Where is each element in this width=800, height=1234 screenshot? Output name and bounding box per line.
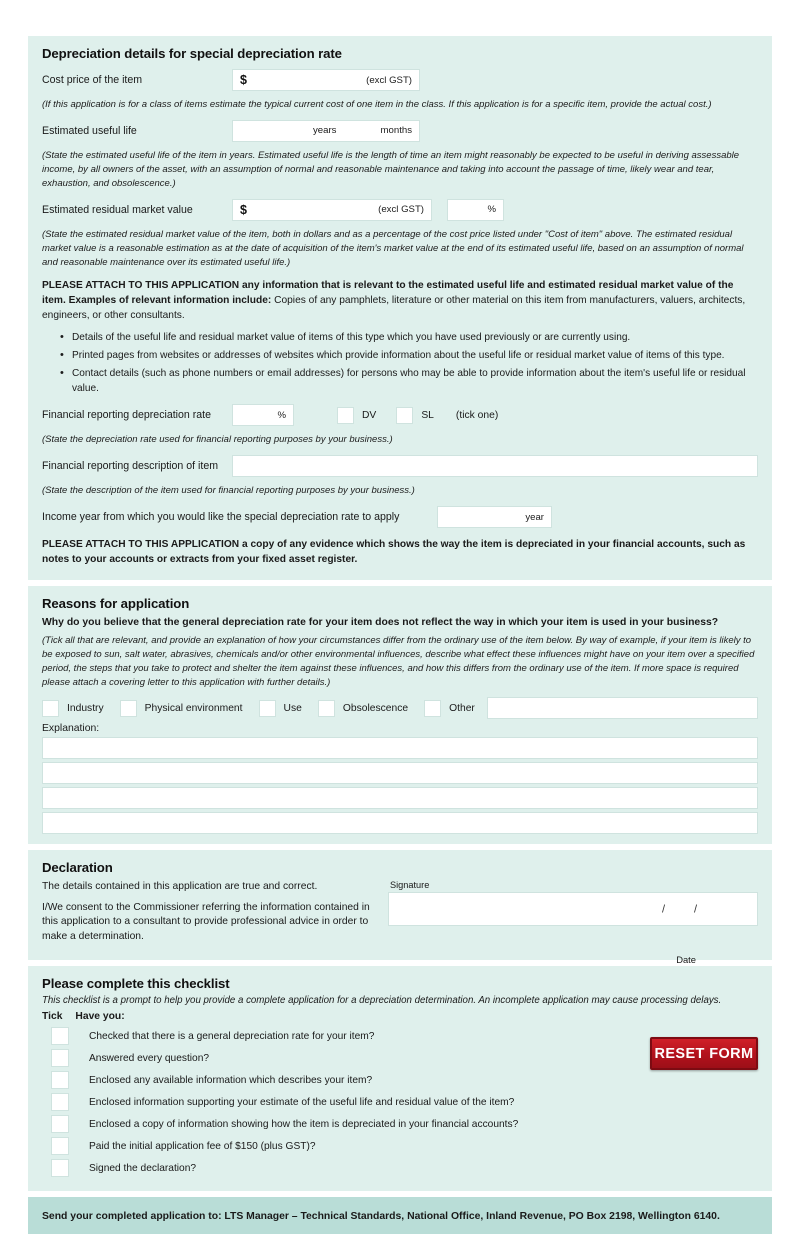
checklist-item-label: Checked that there is a general depreciation rate for your item? <box>89 1030 375 1042</box>
reasons-section-title: Reasons for application <box>42 595 190 611</box>
income-year-row <box>42 506 758 528</box>
dv-label: DV <box>362 409 377 421</box>
tick-column-label: Tick <box>42 1011 63 1023</box>
checkbox-checklist-6[interactable] <box>51 1137 69 1155</box>
explanation-line-4[interactable] <box>42 812 758 834</box>
financial-description-row <box>42 455 758 477</box>
explanation-line-1[interactable] <box>42 737 758 759</box>
checklist-section <box>28 966 772 1191</box>
footer-bar <box>28 1197 772 1234</box>
checkbox-obsolescence[interactable] <box>318 700 335 717</box>
checklist-item-6 <box>42 1137 758 1155</box>
checkbox-checklist-5[interactable] <box>51 1115 69 1133</box>
checklist-note: This checklist is a prompt to help you provide a complete application for a depreciation determination. An incomplete application may cause processing delays. <box>42 995 722 1007</box>
checkbox-obsolescence-label: Obsolescence <box>342 702 409 714</box>
checklist-item-label: Enclosed any available information which describes your item? <box>89 1074 373 1086</box>
checklist-item-3 <box>42 1071 758 1089</box>
attach-information-paragraph <box>42 278 758 324</box>
checklist-title: Please complete this checklist <box>42 976 230 992</box>
checkbox-industry-label: Industry <box>67 702 104 714</box>
checklist-item-7 <box>42 1159 758 1177</box>
date-label: Date <box>676 954 696 966</box>
cost-price-input[interactable] <box>232 69 420 91</box>
checkbox-physical-environment-label: Physical environment <box>144 702 243 714</box>
declaration-body <box>42 880 758 966</box>
checkbox-checklist-7[interactable] <box>51 1159 69 1177</box>
residual-value-label: Estimated residual market value <box>42 203 193 216</box>
declaration-line-1: The details contained in this application are true and correct. <box>42 881 318 892</box>
reset-form-button[interactable]: RESET FORM <box>650 1037 758 1070</box>
residual-percent-input[interactable] <box>447 199 504 221</box>
checkbox-industry[interactable] <box>42 700 59 717</box>
years-unit-label: years <box>313 125 337 137</box>
financial-description-label: Financial reporting description of item <box>42 460 219 473</box>
explanation-label: Explanation: <box>42 723 100 734</box>
signature-label: Signature <box>390 880 430 890</box>
reasons-question: Why do you believe that the general depreciation rate for your item does not reflect the way in which your item is used in your business? <box>42 616 719 628</box>
financial-reporting-rate-label: Financial reporting depreciation rate <box>42 409 212 422</box>
checkbox-other-label: Other <box>449 702 475 714</box>
depreciation-details-section <box>28 36 772 580</box>
list-item: • Contact details (such as phone numbers or email addresses) for persons who may be able to provide information about the item's useful life or residual value. <box>60 366 758 396</box>
financial-reporting-rate-row <box>42 404 758 426</box>
checkbox-physical-environment[interactable] <box>120 700 137 717</box>
attach-information-bold: PLEASE ATTACH TO THIS APPLICATION any information that is relevant to the estimated useful life and estimated residual market value of the item. Examples of relevant information include: <box>42 279 734 306</box>
tick-one-hint: (tick one) <box>455 409 499 421</box>
checkbox-sl[interactable] <box>396 407 413 424</box>
checkbox-use[interactable] <box>259 700 276 717</box>
signature-input[interactable] <box>388 892 758 926</box>
financial-reporting-rate-note: (State the depreciation rate used for financial reporting purposes by your business.) <box>42 434 393 446</box>
checklist-item-label: Enclosed information supporting your estimate of the useful life and residual value of the item? <box>89 1096 515 1108</box>
checklist-item-label: Signed the declaration? <box>89 1162 197 1174</box>
list-item: • Printed pages from websites or addresses of websites which provide information about the useful life or residual market value of items of this type. <box>60 348 758 363</box>
residual-value-note: (State the estimated residual market value of the item, both in dollars and as a percentage of the cost price listed under "Cost of item" above. The estimated residual market value is a reasonable estimation as at the date of acquisition of the item's market value at the end of its estimated useful life, based on an assumption of normal and reasonable maintenance over its estimated useful life.) <box>42 228 744 268</box>
useful-life-input[interactable] <box>232 120 420 142</box>
declaration-section <box>28 850 772 966</box>
attach-information-rest: Copies of any pamphlets, literature or other material on this item from manufacturers, valuers, architects, engineers, or other consultants. <box>42 294 746 322</box>
checklist-header <box>42 1011 758 1022</box>
checkbox-checklist-2[interactable] <box>51 1049 69 1067</box>
residual-value-input[interactable] <box>232 199 432 221</box>
months-unit-label: months <box>380 125 412 137</box>
checkbox-checklist-1[interactable] <box>51 1027 69 1045</box>
reason-checkboxes-row <box>42 697 758 719</box>
attach-evidence-paragraph <box>42 537 758 568</box>
reasons-note: (Tick all that are relevant, and provide an explanation of how your circumstances differ from the ordinary use of the item below. By way of example, if your item is likely to be exposed to sun, salt water, abrasives, chemicals and/or other environmental influences, describe what effect these influences might have on your item over a specified period, the steps that you take to protect and shelter the item against these influences, and how this differs from the ordinary use of the item. If more space is required please attach a covering letter to this application with further details.) <box>42 635 755 689</box>
have-you-label: Have you: <box>75 1011 125 1023</box>
checkbox-other[interactable] <box>424 700 441 717</box>
relevant-information-list <box>42 330 758 397</box>
explanation-line-2[interactable] <box>42 762 758 784</box>
excl-gst-label: (excl GST) <box>378 204 424 216</box>
footer-text: Send your completed application to: LTS Manager – Technical Standards, National Office, Inland Revenue, PO Box 2198, Wellington 6140. <box>42 1211 720 1223</box>
date-separator-icon: / <box>693 903 697 916</box>
checklist-item-5 <box>42 1115 758 1133</box>
useful-life-note: (State the estimated useful life of the item in years. Estimated useful life is the length of time an item might reasonably be expected to be useful in deriving assessable income, by all owners of the asset, with an assumption of normal and reasonable maintenance and taking into account the passage of time, likely wear and tear, exhaustion, and obsolescence.) <box>42 149 740 189</box>
page-title: Depreciation details for special depreciation rate <box>42 46 342 61</box>
cost-price-row <box>42 69 758 91</box>
date-separator-icon: / <box>661 903 665 916</box>
attach-evidence-bold: PLEASE ATTACH TO THIS APPLICATION a copy of any evidence which shows the way the item is depreciated in your financial accounts, such as notes to your accounts or extracts from your fixed asset register. <box>42 539 746 566</box>
signature-area <box>388 880 758 966</box>
financial-description-input[interactable] <box>232 455 758 477</box>
checkbox-dv[interactable] <box>337 407 354 424</box>
dollar-sign-icon: $ <box>240 73 247 87</box>
cost-price-note: (If this application is for a class of items estimate the typical current cost of one item in the class. If this application is for a specific item, provide the actual cost.) <box>42 99 712 110</box>
useful-life-label: Estimated useful life <box>42 124 137 137</box>
declaration-text <box>42 880 372 950</box>
other-reason-input[interactable] <box>487 697 758 719</box>
financial-reporting-rate-input[interactable] <box>232 404 294 426</box>
checklist-item-label: Enclosed a copy of information showing how the item is depreciated in your financial accounts? <box>89 1118 519 1130</box>
useful-life-row <box>42 120 758 142</box>
financial-description-note: (State the description of the item used for financial reporting purposes by your business.) <box>42 485 415 497</box>
residual-value-row <box>42 199 758 221</box>
checklist-item-label: Paid the initial application fee of $150 (plus GST)? <box>89 1140 316 1152</box>
checklist-item-4 <box>42 1093 758 1111</box>
declaration-title: Declaration <box>42 860 113 875</box>
year-unit-label: year <box>525 511 544 523</box>
reasons-for-application-section <box>28 586 772 844</box>
cost-price-label: Cost price of the item <box>42 74 143 86</box>
checkbox-use-label: Use <box>283 702 302 714</box>
checkbox-checklist-4[interactable] <box>51 1093 69 1111</box>
excl-gst-label: (excl GST) <box>366 74 412 86</box>
income-year-input[interactable] <box>437 506 552 528</box>
percent-unit-label: % <box>277 409 286 421</box>
sl-label: SL <box>421 409 434 421</box>
declaration-line-2: I/We consent to the Commissioner referring the information contained in this application to a consultant to provide professional advice in order to make a determination. <box>42 901 370 942</box>
list-item: • Details of the useful life and residual market value of items of this type which you have used previously or are currently using. <box>60 330 758 345</box>
percent-unit-label: % <box>487 204 496 216</box>
income-year-label: Income year from which you would like the special depreciation rate to apply <box>42 511 400 524</box>
checklist-item-label: Answered every question? <box>89 1052 210 1064</box>
checkbox-checklist-3[interactable] <box>51 1071 69 1089</box>
explanation-line-3[interactable] <box>42 787 758 809</box>
dollar-sign-icon: $ <box>240 202 247 217</box>
